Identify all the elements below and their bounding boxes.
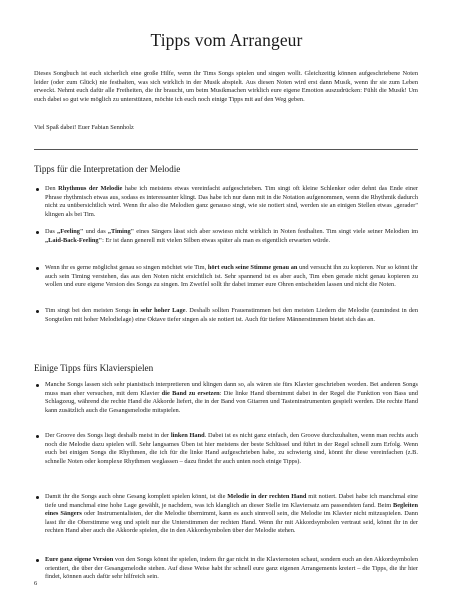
bold-run: in sehr hoher Lage xyxy=(132,307,186,314)
text-run: mit notiert. Dabei habe ich manchmal eine tiefe und manchmal eine hohe Lage gewählt, je nachdem, was ich klanglich an dieser Stelle im Klaviersatz am passendsten fand. Beim xyxy=(45,493,418,509)
text-run: Den xyxy=(45,185,59,192)
text-run: oder Instrumentalisten, der die Melodie übernimmt, kann es auch sinnvoll sein, die Melodie im Klavier nicht mitzuspielen. Dann lasst ihr die Oberstimme weg und spielt nur die Unterstimmen der rechten Hand. Wenn ihr mit Akkordsymbolen vertraut seid, könnt ihr in der rechten Hand aber auch die Akkorde spielen, die in den Akkordsymbolen über der Melodie stehen. xyxy=(45,510,418,535)
text-run: und das xyxy=(83,228,108,235)
text-run: Der Groove des Songs liegt deshalb meist in der xyxy=(45,432,171,439)
bullet-icon xyxy=(36,384,39,387)
page-title: Tipps vom Arrangeur xyxy=(150,30,303,50)
section1-heading: Tipps für die Interpretation der Melodie xyxy=(34,164,181,174)
list-item-text xyxy=(45,185,418,219)
bold-run: hört euch seine Stimme genau an xyxy=(207,264,298,271)
text-run: eines Sängers lässt sich aber sowieso nicht wirklich in Noten festhalten. Tim singt viele seiner Melodien im xyxy=(134,228,419,235)
page-number: 6 xyxy=(34,580,38,587)
bold-run: Begleiten eines Sängers xyxy=(45,501,418,518)
bold-run: linken Hand xyxy=(170,432,205,439)
text-run: . Deshalb sollten Frauenstimmen bei den meisten Liedern die Melodie (zumindest in den Songteilen mit hoher Melodielage) eine Oktave tiefer singen als sie notiert ist. Auch für tiefere Männerstimmen bietet sich das an. xyxy=(45,307,418,323)
text-run: . Dabei ist es nicht ganz einfach, den Groove durchzuhalten, wenn man rechts auch noch die Melodie dazu spielen will. Sehr langsames Üben ist hier meistens der beste Schlüssel und führt in der Regel schnell zum Erfolg. Wenn euch bei einigen Songs die Rhythmen, die ich für die linke Hand aufgeschrieben habe, zu schwierig sind, könnt ihr diese vereinfachen (z.B. schnelle Noten oder komplexe Rhythmen weglassen – dazu findet ihr auch unten noch einige Tipps). xyxy=(45,432,418,465)
text-run: habe ich meistens etwas vereinfacht aufgeschrieben. Tim singt oft kleine Schlenker oder dehnt das Ende einer Phrase rhythmisch etwas aus, sodass es interessanter klingt. Das habe ich nur dann mit in die Notation aufgenommen, wenn die Rhythmik dadurch nicht zu unübersichtlich wird. Wenn ihr also die Melodien ganz genauso singt, wie sie notiert sind, werden sie an einigen Stellen etwas „gerader" klingen als bei Tim. xyxy=(45,185,419,218)
bold-run: „Laid-Back-Feeling" xyxy=(45,236,103,244)
list-item-text xyxy=(45,493,418,536)
list-item-text xyxy=(45,381,418,415)
text-run: : Er ist dann generell mit vielen Silben etwas später als man es eigentlich erwarten würde. xyxy=(102,236,331,244)
text-run: Damit ihr die Songs auch ohne Gesang komplett spielen könnt, ist die xyxy=(45,493,228,500)
text-run: Tim singt bei den meisten Songs xyxy=(45,307,133,314)
bullet-icon xyxy=(36,267,39,270)
bullet-icon xyxy=(36,496,39,499)
bold-run: Rhythmus der Melodie xyxy=(58,185,123,192)
text-run: : Die linke Hand übernimmt dabei in der Regel die Funktion von Bass und Schlagzeug, während die rechte Hand die Akkorde liefert, die in der Band von Gitarren und Tasteninstrumenten gespielt werden. Die rechte Hand kann zusätzlich auch die Gesangsmelodie mitspielen. xyxy=(45,389,418,414)
bold-run: die Band zu ersetzen xyxy=(161,389,220,397)
bold-run: „Timing" xyxy=(107,228,135,235)
list-item-text xyxy=(45,432,418,466)
list-item-text xyxy=(45,264,418,290)
section-divider-top xyxy=(34,149,418,150)
section2-heading: Einige Tipps fürs Klavierspielen xyxy=(34,363,154,373)
bold-run: Eure ganz eigene Version xyxy=(45,556,114,563)
bullet-icon xyxy=(36,188,39,191)
text-run: und versucht ihn zu kopieren. Nur so könnt ihr auch sein Timing verstehen, das aus den Noten nicht ersichtlich ist. Sehr spannend ist es aber auch, Tim eben gerade nicht genau kopieren zu wollen und eure eigene Version des Songs zu singen. Im Zweifel sollt ihr dabei immer eure Ohren entscheiden lassen und nicht die Noten. xyxy=(45,264,418,289)
text-run: von den Songs könnt ihr spielen, indem ihr gar nicht in die Klaviernoten schaut, sondern euch an den Akkordsymbolen orientiert, die über der Gesangsmelodie stehen. Auf diese Weise habt ihr schnell eure ganz eigenen Arrangements kreiert – die Tipps, die ihr hier findet, können auch dafür sehr hilfreich sein. xyxy=(45,556,418,581)
bullet-icon xyxy=(36,559,39,562)
intro-paragraph: Dieses Songbuch ist euch sicherlich eine große Hilfe, wenn ihr Tims Songs spielen und singen wollt. Gleichzeitig können aufgeschriebene Noten leider (oder zum Glück) nie festhalten, was sich wirklich in der Musik abspielt. Aus diesen Noten wird erst dann Musik, wenn ihr sie zum Leben erweckt. Nehmt euch dafür alle Freiheiten, die ihr braucht, um beim Musikmachen wirklich eure eigene Emotion auszudrücken: Fühlt die Musik! Um euch dabei so gut wie möglich zu unterstützen, möchte ich euch noch einige Tipps mit auf den Weg geben. xyxy=(34,70,418,103)
bullet-icon xyxy=(36,231,39,234)
list-item-text xyxy=(45,228,418,245)
bullet-icon xyxy=(36,310,39,313)
text-run: Manche Songs lassen sich sehr pianistisch interpretieren und klingen dann so, als wären sie fürs Klavier geschrieben worden. Bei anderen Songs muss man eher versuchen, mit dem Klavier xyxy=(45,381,418,397)
bold-run: „Feeling" xyxy=(57,228,84,235)
bold-run: Melodie in der rechten Hand xyxy=(227,493,307,500)
bullet-icon xyxy=(36,435,39,438)
text-run: Das xyxy=(45,228,58,235)
list-item-text xyxy=(45,556,418,582)
list-item-text xyxy=(45,307,418,324)
greeting-line: Viel Spaß dabei! Euer Fabian Sennholz xyxy=(34,124,134,131)
text-run: Wenn ihr es gerne möglichst genau so singen möchtet wie Tim, xyxy=(45,264,208,271)
